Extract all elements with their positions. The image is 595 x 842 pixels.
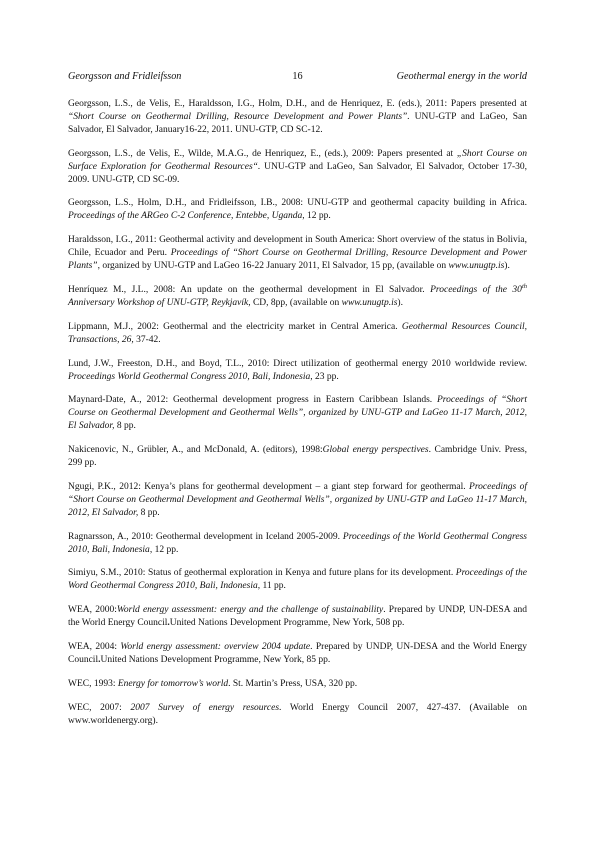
reference-text: Simiyu, S.M., 2010: Status of geothermal exploration in Kenya and future plans for its development. <box>68 568 456 579</box>
reference-text: 8 pp. <box>138 507 160 518</box>
reference-text: . <box>98 655 101 665</box>
reference-italic-text: Geothermal Resources Council, Transactions, 26, <box>68 321 527 345</box>
header-authors: Georgsson and Fridleifsson <box>68 71 182 82</box>
reference-entry <box>68 358 527 384</box>
reference-text: WEA, 2004: <box>68 642 121 653</box>
reference-text: ). <box>504 261 510 272</box>
reference-text: Lund, J.W., Freeston, D.H., and Boyd, T.L., 2010: Direct utilization of geothermal energy 2010 worldwide review. <box>68 358 527 369</box>
reference-italic-text: World energy assessment: energy and the challenge of sustainability <box>116 605 384 616</box>
running-header <box>68 70 527 84</box>
reference-entry <box>68 234 527 273</box>
reference-text: , organized by UNU-GTP and LaGeo 16-22 January 2011, El Salvador, 15 pp, (available on <box>97 261 449 272</box>
reference-text: United Nations Development Programme, New York, 85 pp. <box>100 655 331 665</box>
reference-entry <box>68 444 527 470</box>
reference-entry <box>68 148 527 187</box>
reference-italic-text: Proceedings of the 30 <box>430 284 522 295</box>
reference-text: . Prepared by UNDP, UN-DESA and the World Energy Council <box>68 605 527 629</box>
reference-text: ). <box>397 297 403 308</box>
reference-entry <box>68 481 527 520</box>
reference-text: Ngugi, P.K., 2012: Kenya’s plans for geothermal development – a giant step forward for geothermal. <box>68 481 470 492</box>
reference-italic-text: Proceedings of the ARGeo C-2 Conference, Entebbe, Uganda <box>68 211 303 222</box>
reference-italic-text: 2007 Survey of energy resources <box>130 702 280 713</box>
reference-italic-text: Global energy perspectives <box>322 445 429 456</box>
reference-entry <box>68 98 527 137</box>
reference-entry <box>68 394 527 433</box>
reference-italic-text: www.unugtp.is <box>448 261 505 272</box>
reference-text: . St. Martin’s Press, USA, 320 pp. <box>228 678 358 689</box>
reference-text: . Cambridge Univ. Press, 299 pp. <box>68 445 528 469</box>
reference-text: United Nations Development Programme, New York, 508 pp. <box>169 618 405 629</box>
reference-entry <box>68 567 527 593</box>
reference-text: UNU-GTP and LaGeo, San Salvador, El Salvador, October 17-30, 2009. UNU-GTP, CD SC-09. <box>68 161 527 185</box>
page-number: 16 <box>292 71 303 82</box>
reference-text: WEA, 2000: <box>68 605 117 616</box>
reference-entry <box>68 641 527 667</box>
reference-entry <box>68 531 527 557</box>
reference-italic-text: Energy for tomorrow’s world <box>117 678 229 689</box>
reference-text: 37-42. <box>133 334 161 345</box>
reference-entry <box>68 604 527 630</box>
reference-text: Henríquez M., J.L., 2008: An update on the geothermal development in El Salvador. <box>68 284 431 295</box>
reference-italic-text: “Short Course on Geothermal Drilling, Resource Development and Power Plants”. <box>68 111 410 122</box>
reference-text: . <box>167 618 170 629</box>
reference-text: Nakicenovic, N., Grübler, A., and McDonald, A. (editors), 1998: <box>68 445 323 456</box>
reference-italic-text: „Short Course on Surface Exploration for Geothermal Resources“. <box>68 148 527 172</box>
reference-text: . Prepared by UNDP, UN-DESA and the World Energy Council <box>68 642 527 665</box>
reference-italic-text: Proceedings of the Word Geothermal Congress 2010, Bali, Indonesia, <box>68 568 527 592</box>
reference-text: 11 pp. <box>260 581 286 592</box>
reference-text: , 23 pp. <box>310 371 339 382</box>
reference-entry <box>68 678 527 691</box>
reference-italic-text: Anniversary Workshop of UNU-GTP, Reykjavík, <box>68 297 251 308</box>
header-paper-title: Geothermal energy in the world <box>396 71 527 82</box>
reference-entry <box>68 284 527 310</box>
reference-entry <box>68 197 527 223</box>
reference-italic-text: www.unugtp.is <box>341 297 398 308</box>
reference-text: Maynard-Date, A., 2012: Geothermal development progress in Eastern Caribbean Islands. <box>68 395 437 406</box>
reference-text: Ragnarsson, A., 2010: Geothermal development in Iceland 2005-2009. <box>68 531 343 542</box>
reference-entry <box>68 702 527 728</box>
reference-text: WEC, 2007: <box>68 702 131 713</box>
reference-text: , 12 pp. <box>302 211 331 222</box>
reference-text: UNU-GTP and LaGeo, San Salvador, El Salvador, January16-22, 2011. UNU-GTP, CD SC-12. <box>68 111 527 135</box>
reference-list <box>68 98 527 739</box>
reference-text: . World Energy Council 2007, 427-437. (Available on www.worldenergy.org). <box>68 702 527 726</box>
reference-text: Lippmann, M.J., 2002: Geothermal and the electricity market in Central America. <box>68 321 402 332</box>
reference-text: Georgsson, L.S., de Velis, E., Haraldsson, I.G., Holm, D.H., and de Henriquez, E. (eds.), 2011: Papers presented at <box>68 99 527 109</box>
reference-italic-text: Proceedings of “Short Course on Geothermal Development and Geothermal Wells”, organized by UNU-GTP and LaGeo 11-17 March, 2012, El Salvador, <box>68 481 527 518</box>
reference-text: Haraldsson, I.G., 2011: Geothermal activity and development in South America: Short overview of the status in Bolivia, Chile, Ecuador and Peru. <box>68 235 527 259</box>
reference-italic-text: World energy assessment: overview 2004 update <box>120 642 311 653</box>
reference-text: , 12 pp. <box>149 544 179 555</box>
reference-italic-text: Proceedings of “Short Course on Geothermal Drilling, Resource Development and Power Plants” <box>68 248 527 272</box>
reference-text: WEC, 1993: <box>68 678 118 689</box>
reference-entry <box>68 321 527 347</box>
reference-text: CD, 8pp, (available on <box>250 297 342 308</box>
reference-italic-text: Proceedings of the World Geothermal Congress 2010, Bali, Indonesia <box>68 531 528 555</box>
reference-text: th <box>521 282 527 290</box>
reference-text: 8 pp. <box>114 421 136 432</box>
reference-text: Georgsson, L.S., Holm, D.H., and Fridleifsson, I.B., 2008: UNU-GTP and geothermal capacity building in Africa. <box>68 198 527 209</box>
reference-italic-text: Proceedings World Geothermal Congress 2010, Bali, Indonesia <box>68 371 311 382</box>
reference-italic-text: Proceedings of “Short Course on Geothermal Development and Geothermal Wells”, organized by UNU-GTP and LaGeo 11-17 March, 2012, El Salvador, <box>68 395 527 432</box>
reference-text: Georgsson, L.S., de Velis, E., Wilde, M.A.G., de Henriquez, E., (eds.), 2009: Papers presented at <box>68 148 457 159</box>
